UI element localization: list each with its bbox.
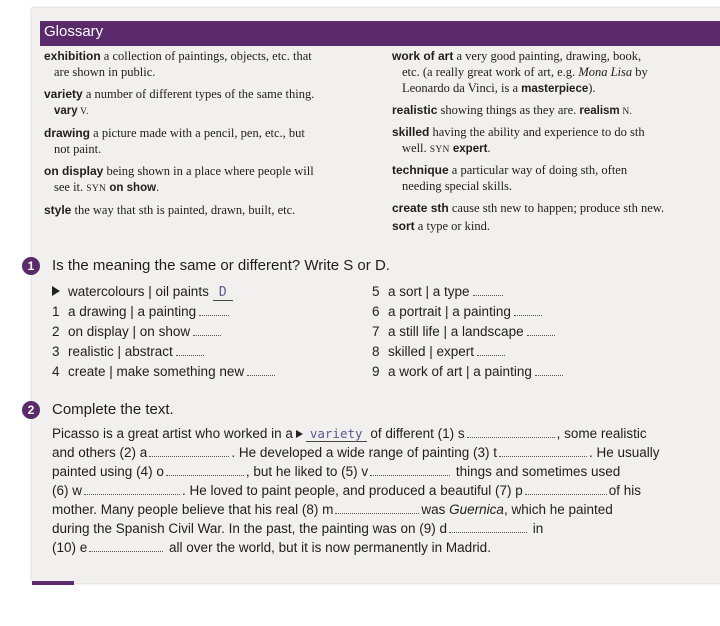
ex1-answer-blank-9[interactable] xyxy=(535,365,563,376)
page-footer-accent-bar xyxy=(32,581,74,585)
ex1-answer-blank-5[interactable] xyxy=(473,285,503,296)
glossary-header-bar xyxy=(40,21,720,46)
textbook-page xyxy=(27,8,720,583)
ex1-item-3: 3 realistic | abstract xyxy=(52,344,204,359)
ex2-blank-3[interactable] xyxy=(499,446,587,457)
glossary-entry-variety: variety a number of different types of the same thing. vary V. xyxy=(44,87,315,117)
ex2-blank-6[interactable] xyxy=(84,484,180,495)
glossary-entry-skilled: skilled having the ability and experience to do sth well. SYN expert. xyxy=(392,125,645,155)
glossary-entry-work-of-art: work of art a very good painting, drawing, book, etc. (a really great work of art, e.g. Mona Lisa by Leonardo da Vinci, is a masterpiece). xyxy=(392,49,648,95)
ex2-line-5: mother. Many people believe that his real (8) m was Guernica, which he painted xyxy=(52,502,613,517)
glossary-entry-on-display: on display being shown in a place where people will see it. SYN on show. xyxy=(44,164,314,194)
ex1-item-7: 7 a still life | a landscape xyxy=(372,324,555,339)
ex2-line-3: painted using (4) o , but he liked to (5) v things and sometimes used xyxy=(52,464,621,479)
example-arrow-icon xyxy=(296,430,303,438)
ex1-answer-blank-3[interactable] xyxy=(176,345,204,356)
exercise-2-question: Complete the text. xyxy=(52,401,174,418)
ex2-blank-7[interactable] xyxy=(525,484,607,495)
ex1-example-answer[interactable]: D xyxy=(213,285,233,301)
exercise-1-question: Is the meaning the same or different? Write S or D. xyxy=(52,257,390,274)
glossary-entry-style: style the way that sth is painted, drawn, built, etc. xyxy=(44,203,296,217)
ex2-blank-9[interactable] xyxy=(449,522,527,533)
ex1-item-5: 5 a sort | a type xyxy=(372,284,503,299)
ex1-answer-blank-2[interactable] xyxy=(193,325,221,336)
ex1-example-item: watercolours | oil paints D xyxy=(52,284,233,300)
ex2-line-2: and others (2) a . He developed a wide range of painting (3) t . He usually xyxy=(52,445,660,460)
ex1-item-1: 1 a drawing | a painting xyxy=(52,304,229,319)
glossary-entry-exhibition: exhibition a collection of paintings, objects, etc. that are shown in public. xyxy=(44,49,312,79)
example-arrow-icon xyxy=(52,286,60,296)
ex2-example-answer[interactable]: variety xyxy=(306,426,367,442)
glossary-entry-sort: sort a type or kind. xyxy=(392,219,491,233)
glossary-entry-drawing: drawing a picture made with a pencil, pen, etc., but not paint. xyxy=(44,126,305,156)
ex1-answer-blank-8[interactable] xyxy=(477,345,505,356)
ex1-item-4: 4 create | make something new xyxy=(52,364,275,379)
glossary-title: Glossary xyxy=(44,23,104,40)
ex2-line-4: (6) w . He loved to paint people, and produced a beautiful (7) p of his xyxy=(52,483,642,498)
exercise-2-number: 2 xyxy=(22,401,40,419)
ex1-item-6: 6 a portrait | a painting xyxy=(372,304,542,319)
ex2-line-7: (10) e all over the world, but it is now permanently in Madrid. xyxy=(52,540,491,555)
ex1-item-9: 9 a work of art | a painting xyxy=(372,364,563,379)
ex2-blank-8[interactable] xyxy=(335,503,419,514)
ex1-answer-blank-1[interactable] xyxy=(199,305,229,316)
ex2-blank-2[interactable] xyxy=(149,446,229,457)
ex1-item-8: 8 skilled | expert xyxy=(372,344,505,359)
exercise-1-number: 1 xyxy=(22,257,40,275)
ex1-answer-blank-6[interactable] xyxy=(514,305,542,316)
ex2-line-1: Picasso is a great artist who worked in a variety of different (1) s , some realistic xyxy=(52,426,647,441)
ex1-answer-blank-7[interactable] xyxy=(527,325,555,336)
glossary-entry-realistic: realistic showing things as they are. realism N. xyxy=(392,103,633,117)
ex1-item-2: 2 on display | on show xyxy=(52,324,221,339)
ex2-blank-10[interactable] xyxy=(89,541,163,552)
ex2-blank-4[interactable] xyxy=(166,465,244,476)
ex1-answer-blank-4[interactable] xyxy=(247,365,275,376)
ex2-line-6: during the Spanish Civil War. In the past, the painting was on (9) d in xyxy=(52,521,544,536)
ex2-blank-5[interactable] xyxy=(370,465,450,476)
glossary-entry-create: create sth cause sth new to happen; produce sth new. xyxy=(392,201,665,215)
glossary-entry-technique: technique a particular way of doing sth, often needing special skills. xyxy=(392,163,628,193)
ex2-blank-1[interactable] xyxy=(467,427,555,438)
